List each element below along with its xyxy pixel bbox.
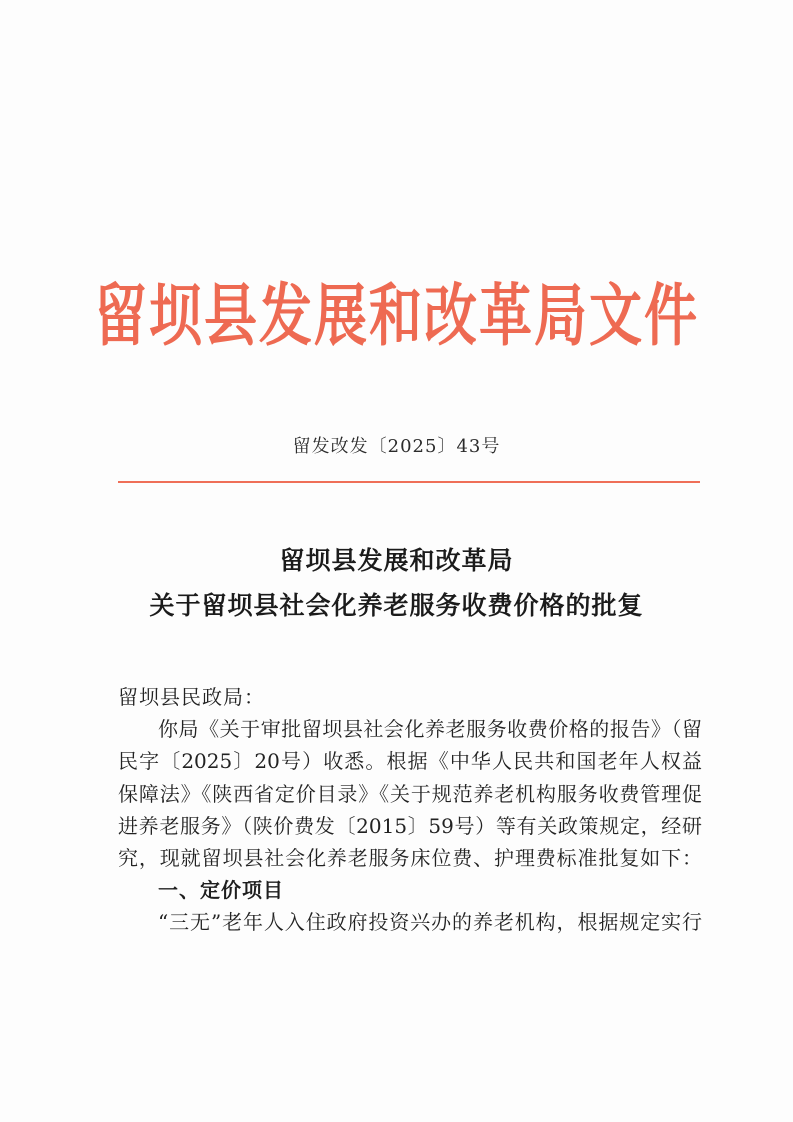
paragraph-1-line-3: 保障法》《陕西省定价目录》《关于规范养老机构服务收费管理促 — [118, 781, 702, 806]
paragraph-1-line-2: 民字〔2025〕20号）收悉。根据《中华人民共和国老年人权益 — [118, 749, 702, 774]
document-title-line-1: 留坝县发展和改革局 — [279, 546, 514, 575]
paragraph-1-line-1: 你局《关于审批留坝县社会化养老服务收费价格的报告》（留 — [158, 717, 702, 741]
addressee: 留坝县民政局： — [118, 685, 265, 709]
red-divider-line — [118, 481, 700, 483]
paragraph-1-line-5: 究，现就留坝县社会化养老服务床位费、护理费标准批复如下： — [118, 846, 702, 871]
paragraph-1-line-4: 进养老服务》（陕价费发〔2015〕59号）等有关政策规定，经研 — [118, 813, 702, 838]
paragraph-2-line-1: “三无”老年人入住政府投资兴办的养老机构，根据规定实行 — [158, 910, 702, 934]
document-title-line-2: 关于留坝县社会化养老服务收费价格的批复 — [149, 591, 644, 620]
section-heading-1: 一、定价项目 — [158, 878, 284, 902]
document-number: 留发改发〔2025〕43号 — [292, 436, 501, 457]
masthead-title: 留坝县发展和改革局文件 — [94, 276, 699, 356]
paragraph-2 — [118, 906, 702, 938]
paragraph-1 — [118, 713, 702, 874]
